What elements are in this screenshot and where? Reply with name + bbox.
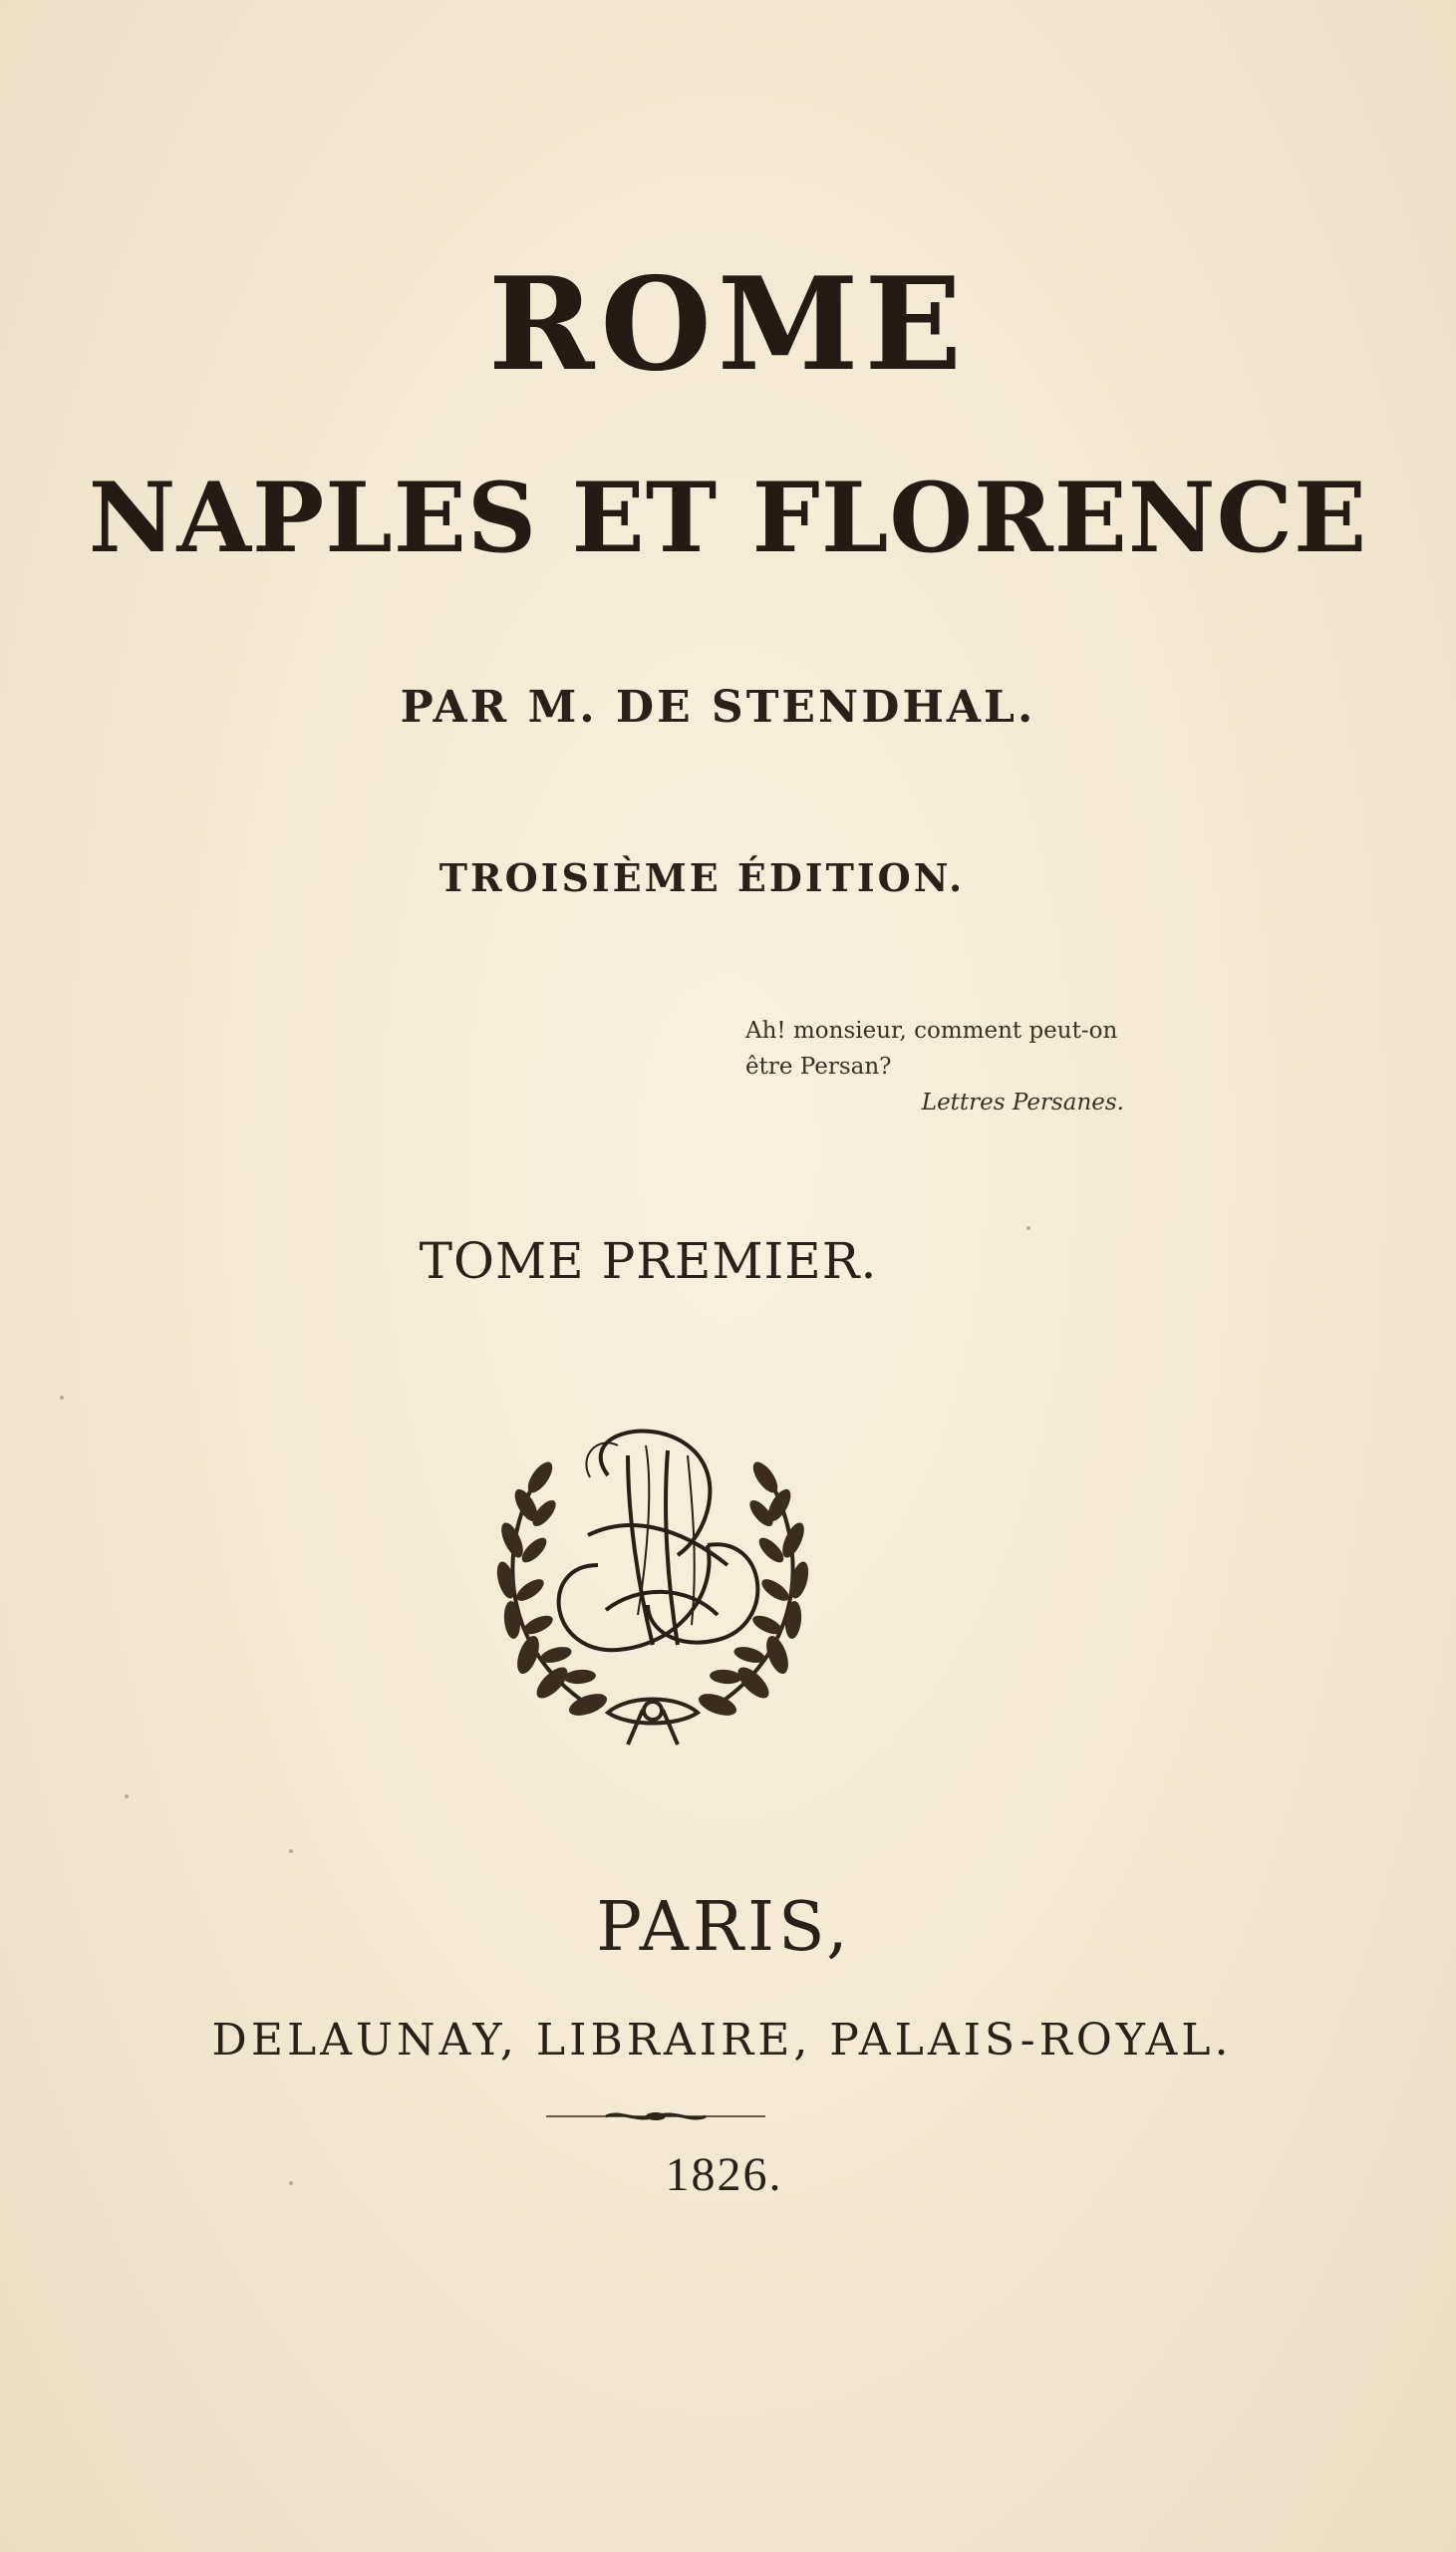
epigraph-line-1: Ah! monsieur, comment peut-on (745, 1018, 1118, 1044)
epigraph-line-2: être Persan? (745, 1054, 892, 1080)
main-title: ROME (487, 250, 969, 400)
imprint-city: PARIS, (596, 1888, 852, 1967)
foxing-speck (60, 1396, 64, 1400)
typographic-rule-ornament-icon (546, 2109, 765, 2123)
laurel-wreath-monogram-icon (478, 1416, 827, 1754)
foxing-speck (125, 1794, 129, 1798)
foxing-speck (1026, 1226, 1030, 1230)
imprint-year: 1826. (665, 2148, 783, 2201)
epigraph (745, 1013, 1184, 1120)
subtitle: NAPLES ET FLORENCE (88, 462, 1368, 574)
epigraph-source: Lettres Persanes. (921, 1090, 1124, 1116)
volume-line: TOME PREMIER. (419, 1232, 878, 1290)
foxing-speck (289, 1849, 293, 1853)
edition-line: TROISIÈME ÉDITION. (438, 855, 966, 900)
author-line: PAR M. DE STENDHAL. (400, 682, 1036, 733)
imprint-publisher: DELAUNAY, LIBRAIRE, PALAIS-ROYAL. (211, 2015, 1233, 2066)
foxing-speck (289, 2181, 293, 2185)
